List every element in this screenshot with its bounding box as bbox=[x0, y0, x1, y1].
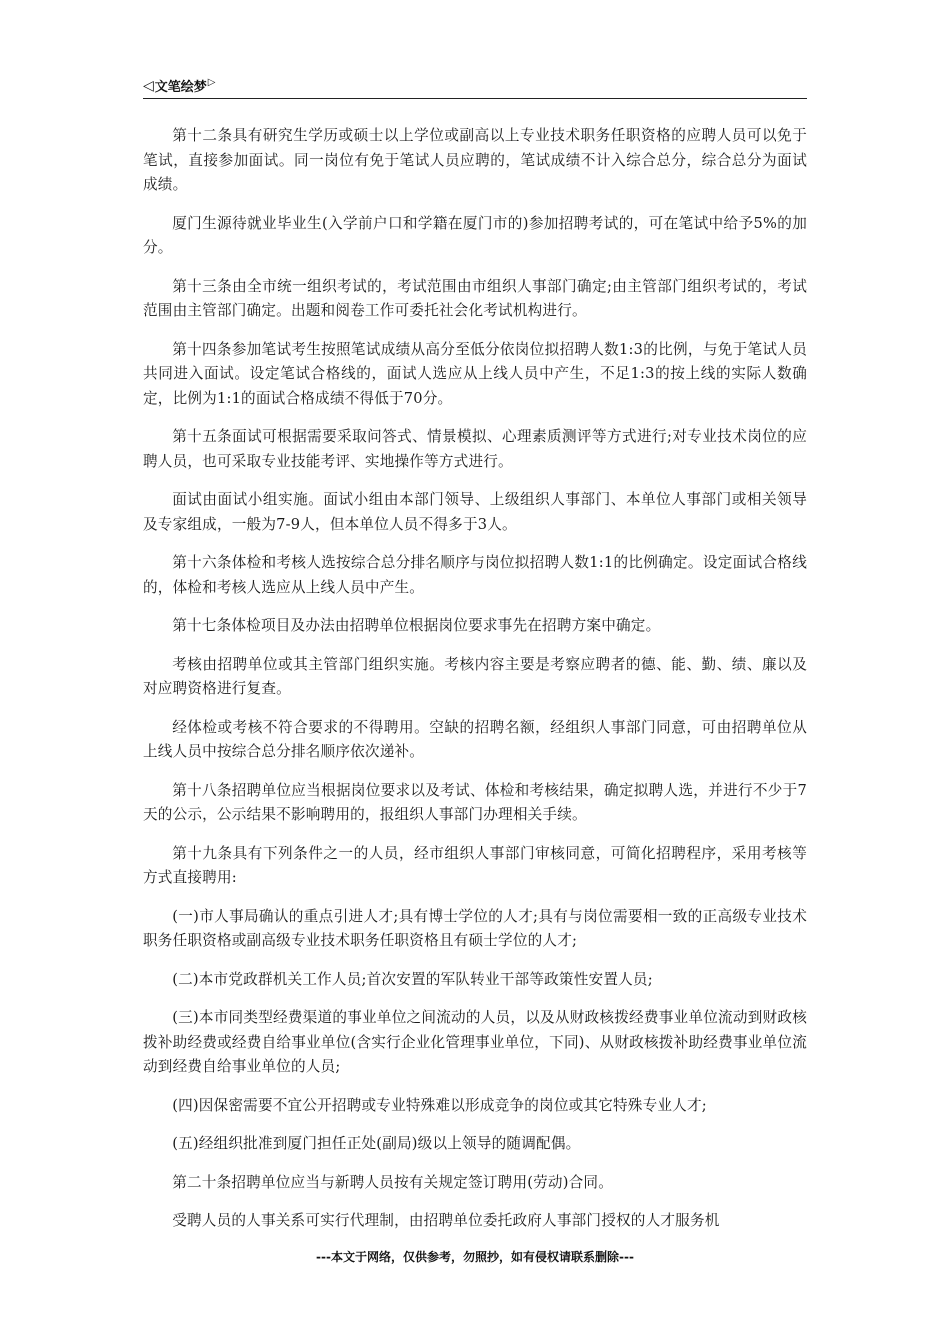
page-header bbox=[143, 74, 807, 99]
document-body bbox=[143, 124, 807, 1248]
paragraph: 面试由面试小组实施。面试小组由本部门领导、上级组织人事部门、本单位人事部门或相关领导及专家组成，一般为7-9人，但本单位人员不得多于3人。 bbox=[143, 491, 807, 533]
right-triangle-icon: ▷ bbox=[207, 76, 216, 88]
paragraph: (五)经组织批准到厦门担任正处(副局)级以上领导的随调配偶。 bbox=[172, 1135, 581, 1152]
paragraph: 受聘人员的人事关系可实行代理制，由招聘单位委托政府人事部门授权的人才服务机 bbox=[172, 1212, 720, 1229]
paragraph: 第十五条面试可根据需要采取问答式、情景模拟、心理素质测评等方式进行;对专业技术岗位的应聘人员，也可采取专业技能考评、实地操作等方式进行。 bbox=[143, 428, 807, 470]
paragraph: 第十二条具有研究生学历或硕士以上学位或副高以上专业技术职务任职资格的应聘人员可以免于笔试，直接参加面试。同一岗位有免于笔试人员应聘的，笔试成绩不计入综合总分，综合总分为面试成绩。 bbox=[143, 127, 807, 193]
page-footer: ---本文于网络，仅供参考，勿照抄，如有侵权请联系删除--- bbox=[316, 1250, 634, 1264]
paragraph: 第十三条由全市统一组织考试的，考试范围由市组织人事部门确定;由主管部门组织考试的，考试范围由主管部门确定。出题和阅卷工作可委托社会化考试机构进行。 bbox=[143, 277, 807, 319]
paragraph: 经体检或考核不符合要求的不得聘用。空缺的招聘名额，经组织人事部门同意，可由招聘单位从上线人员中按综合总分排名顺序依次递补。 bbox=[143, 718, 807, 760]
paragraph: 第二十条招聘单位应当与新聘人员按有关规定签订聘用(劳动)合同。 bbox=[172, 1173, 613, 1191]
paragraph: 考核由招聘单位或其主管部门组织实施。考核内容主要是考察应聘者的德、能、勤、绩、廉以及对应聘资格进行复查。 bbox=[143, 655, 807, 697]
paragraph: (一)市人事局确认的重点引进人才;具有博士学位的人才;具有与岗位需要相一致的正高级专业技术职务任职资格或副高级专业技术职务任职资格且有硕士学位的人才; bbox=[143, 907, 807, 949]
paragraph: 第十六条体检和考核人选按综合总分排名顺序与岗位拟招聘人数1:1的比例确定。设定面试合格线的，体检和考核人选应从上线人员中产生。 bbox=[143, 554, 807, 596]
paragraph: 第十八条招聘单位应当根据岗位要求以及考试、体检和考核结果，确定拟聘人选，并进行不少于7天的公示，公示结果不影响聘用的，报组织人事部门办理相关手续。 bbox=[143, 781, 807, 823]
header-title: 文笔绘梦 bbox=[154, 80, 207, 95]
header-title-group bbox=[143, 76, 216, 95]
paragraph: (三)本市同类型经费渠道的事业单位之间流动的人员，以及从财政核拨经费事业单位流动到财政核拨补助经费或经费自给事业单位(含实行企业化管理事业单位，下同)、从财政核拨补助经费事业单位流动到经费自给事业单位的人员; bbox=[143, 1009, 807, 1075]
paragraph: 第十四条参加笔试考生按照笔试成绩从高分至低分依岗位拟招聘人数1:3的比例，与免于笔试人员共同进入面试。设定笔试合格线的，面试人选应从上线人员中产生，不足1:3的按上线的实际人数确定，比例为1:1的面试合格成绩不得低于70分。 bbox=[143, 340, 807, 407]
paragraph: (二)本市党政群机关工作人员;首次安置的军队转业干部等政策性安置人员; bbox=[172, 970, 653, 988]
paragraph: 第十七条体检项目及办法由招聘单位根据岗位要求事先在招聘方案中确定。 bbox=[172, 617, 661, 634]
paragraph: 第十九条具有下列条件之一的人员，经市组织人事部门审核同意，可简化招聘程序，采用考核等方式直接聘用: bbox=[143, 844, 807, 886]
paragraph: 厦门生源待就业毕业生(入学前户口和学籍在厦门市的)参加招聘考试的，可在笔试中给予5%的加分。 bbox=[143, 214, 807, 256]
left-triangle-icon: ◁ bbox=[143, 77, 154, 94]
paragraph: (四)因保密需要不宜公开招聘或专业特殊难以形成竞争的岗位或其它特殊专业人才; bbox=[172, 1096, 707, 1114]
